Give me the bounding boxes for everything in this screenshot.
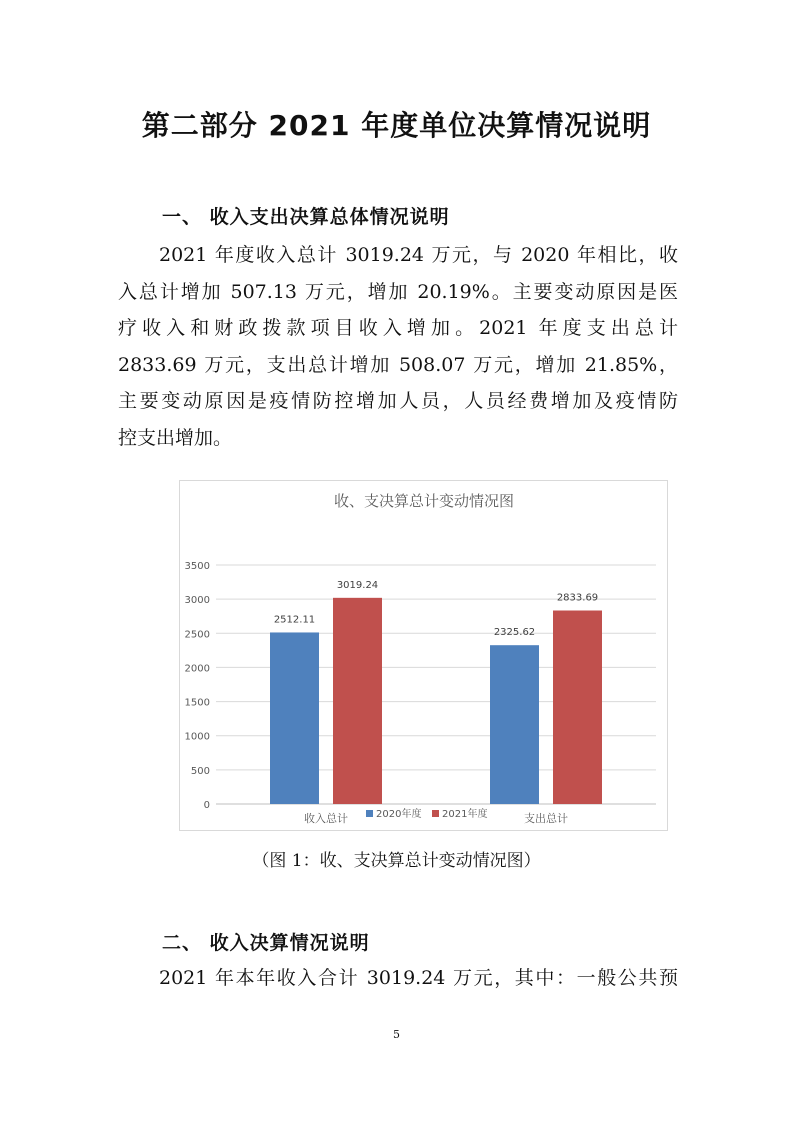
legend-label: 2020年度 <box>376 809 422 820</box>
y-tick-label: 1500 <box>184 697 210 709</box>
section-heading-1: 一、 收入支出决算总体情况说明 <box>162 206 450 228</box>
data-label: 2512.11 <box>273 614 316 626</box>
section-2-paragraph <box>118 960 678 997</box>
x-tick-label: 收入总计 <box>304 812 348 825</box>
page-number: 5 <box>393 1028 400 1041</box>
paragraph-line: 主要变动原因是疫情防控增加人员，人员经费增加及疫情防 <box>118 390 678 412</box>
paragraph-line: 2021 年本年收入合计 3019.24 万元，其中：一般公共预 <box>159 967 678 989</box>
legend-label: 2021年度 <box>442 809 488 820</box>
x-tick-label: 支出总计 <box>524 812 568 825</box>
section-1-paragraph <box>118 237 678 456</box>
paragraph-line: 2021 年度收入总计 3019.24 万元，与 2020 年相比，收 <box>159 244 678 266</box>
chart-title: 收、支决算总计变动情况图 <box>333 492 515 510</box>
data-label: 2833.69 <box>556 592 599 604</box>
y-tick-label: 2000 <box>184 663 210 675</box>
paragraph-line: 入总计增加 507.13 万元，增加 20.19%。主要变动原因是医 <box>118 280 678 303</box>
y-tick-label: 3500 <box>184 561 210 572</box>
legend-swatch-2020 <box>366 810 373 817</box>
paragraph-line: 疗收入和财政拨款项目收入增加。2021 年度支出总计 <box>118 317 678 339</box>
bar-2021 <box>333 598 382 804</box>
y-tick-label: 0 <box>203 800 210 811</box>
y-tick-label: 2500 <box>184 629 210 641</box>
data-label: 3019.24 <box>336 579 379 591</box>
y-tick-label: 1000 <box>184 731 210 743</box>
bar-2021 <box>553 610 602 804</box>
section-heading-2: 二、 收入决算情况说明 <box>162 932 370 954</box>
paragraph-line: 2833.69 万元，支出总计增加 508.07 万元，增加 21.85%， <box>118 353 678 376</box>
income-expense-chart <box>179 480 668 831</box>
legend-swatch-2021 <box>432 810 439 817</box>
data-label: 2325.62 <box>493 627 536 639</box>
bar-2020 <box>270 632 319 804</box>
y-tick-label: 3000 <box>184 595 210 607</box>
figure-caption: （图 1：收、支决算总计变动情况图） <box>252 851 541 871</box>
page-title: 第二部分 2021 年度单位决算情况说明 <box>141 109 652 142</box>
chart-svg <box>180 481 669 832</box>
paragraph-line: 控支出增加。 <box>118 426 233 449</box>
bar-2020 <box>490 645 539 804</box>
y-tick-label: 500 <box>190 765 210 777</box>
